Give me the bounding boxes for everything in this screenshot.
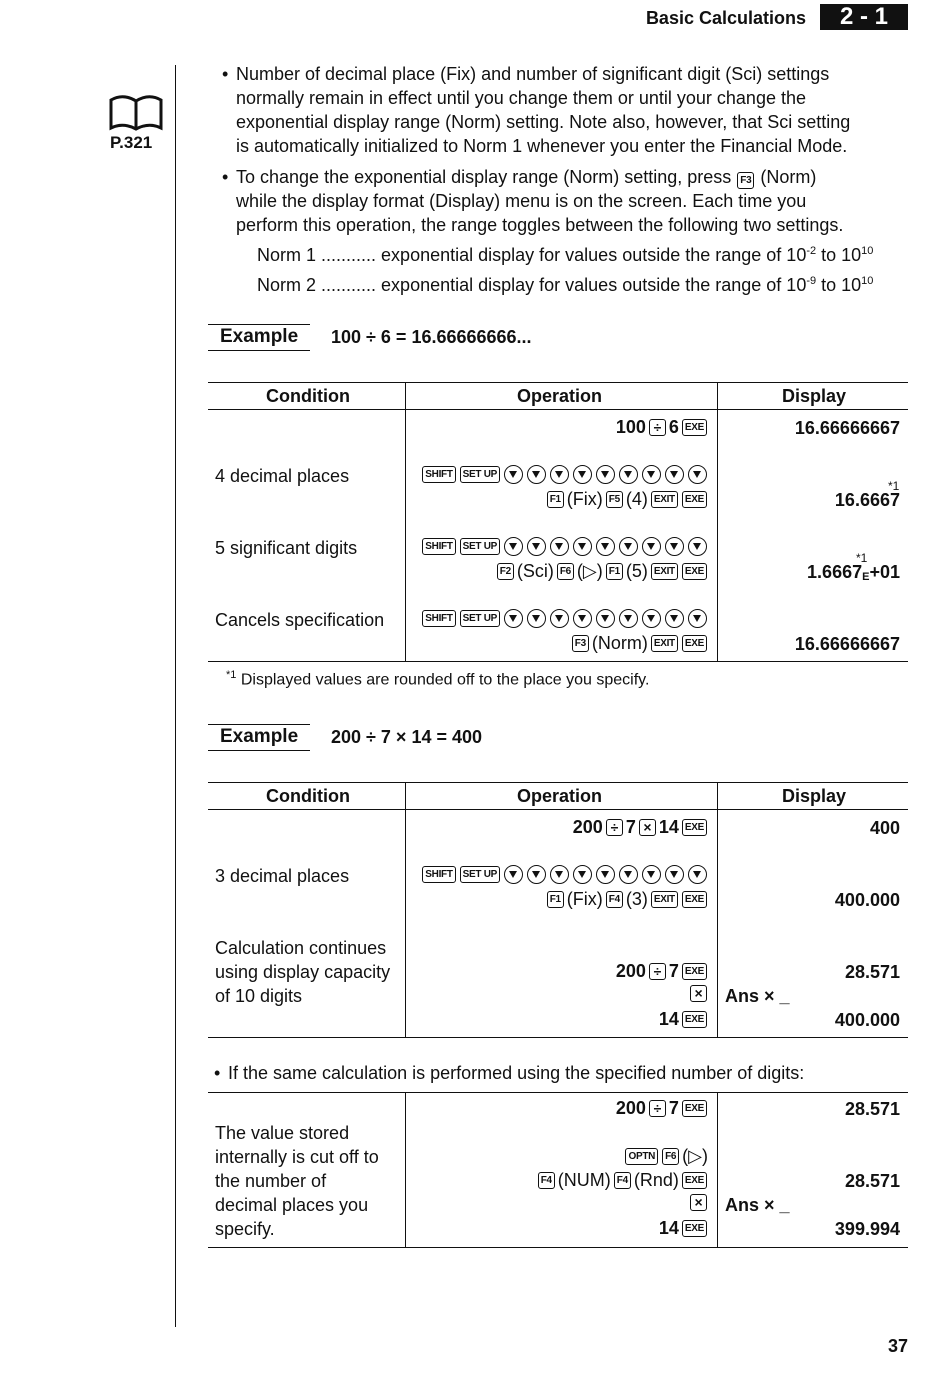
exe-key-icon: EXE bbox=[682, 963, 707, 980]
header-display: Display bbox=[782, 786, 847, 806]
shift-key-icon: SHIFT bbox=[422, 866, 455, 883]
bullet-line: normally remain in effect until you change them or until your change the bbox=[236, 88, 806, 108]
multiply-key-icon: × bbox=[690, 1194, 707, 1211]
column-rule bbox=[405, 382, 406, 661]
page-number: 37 bbox=[887, 1336, 908, 1356]
answer-prompt: Ans × _ bbox=[725, 1195, 790, 1215]
bullet-fix-sci: • Number of decimal place (Fix) and number of significant digit (Sci) settings normally remain in effect until you change them or until your change the exponential display range (Norm) setting. Note also, however, that Sci setting is automatically initialized to Norm 1 whenever you enter the Financial Mode. bbox=[222, 64, 851, 156]
cursor-down-icon bbox=[596, 465, 615, 484]
section-number-badge: 2 - 1 bbox=[820, 4, 908, 30]
table-rule bbox=[208, 1037, 908, 1038]
display-value: 28.571 bbox=[844, 1099, 900, 1119]
exit-key-icon: EXIT bbox=[651, 563, 678, 580]
cursor-down-icon bbox=[573, 465, 592, 484]
cursor-down-icon bbox=[596, 537, 615, 556]
f4-key-icon: F4 bbox=[538, 1172, 555, 1189]
f6-key-icon: F6 bbox=[662, 1148, 679, 1165]
condition-text: Calculation continues using display capacity of 10 digits bbox=[215, 938, 391, 1006]
exe-key-icon: EXE bbox=[682, 491, 707, 508]
exe-key-icon: EXE bbox=[682, 1100, 707, 1117]
exe-key-icon: EXE bbox=[682, 1172, 707, 1189]
cursor-down-icon bbox=[619, 465, 638, 484]
cursor-down-icon bbox=[527, 537, 546, 556]
operation-keys bbox=[421, 465, 708, 484]
cursor-down-icon bbox=[688, 537, 707, 556]
exit-key-icon: EXIT bbox=[651, 635, 678, 652]
answer-prompt: Ans × _ bbox=[725, 986, 790, 1006]
column-rule bbox=[717, 782, 718, 1037]
display-value: 16.66666667 bbox=[794, 634, 900, 654]
display-value: 400 bbox=[869, 818, 900, 838]
operation-keys: 200 ÷ 7 EXE bbox=[616, 961, 708, 982]
f4-key-icon: F4 bbox=[606, 891, 623, 908]
condition-text: The value stored internally is cut off to the number of decimal places you specify. bbox=[215, 1123, 379, 1239]
cursor-down-icon bbox=[550, 865, 569, 884]
display-value: 28.571 bbox=[844, 1171, 900, 1191]
shift-key-icon: SHIFT bbox=[422, 538, 455, 555]
example-rule-top bbox=[208, 324, 310, 325]
setup-key-icon: SET UP bbox=[460, 610, 500, 627]
cursor-down-icon bbox=[688, 465, 707, 484]
display-value: 400.000 bbox=[834, 1010, 900, 1030]
operation-keys: F4 (NUM) F4 (Rnd) EXE bbox=[537, 1170, 708, 1191]
table-rule bbox=[208, 661, 908, 662]
cursor-down-icon bbox=[596, 865, 615, 884]
cursor-down-icon bbox=[573, 865, 592, 884]
cursor-down-icon bbox=[642, 609, 661, 628]
f1-key-icon: F1 bbox=[547, 891, 564, 908]
operation-keys: 14 EXE bbox=[659, 1009, 708, 1030]
operation-keys: F1 (Fix) F4 (3) EXIT EXE bbox=[546, 889, 708, 910]
example-rule-top bbox=[208, 724, 310, 725]
display-value: 28.571 bbox=[844, 962, 900, 982]
multiply-key-icon: × bbox=[639, 819, 656, 836]
cursor-down-icon bbox=[619, 865, 638, 884]
example-rule-bottom bbox=[208, 750, 310, 751]
cursor-down-icon bbox=[573, 609, 592, 628]
cursor-down-icon bbox=[527, 865, 546, 884]
example-equation: 200 ÷ 7 × 14 = 400 bbox=[331, 727, 483, 747]
divide-key-icon: ÷ bbox=[649, 963, 666, 980]
cursor-down-icon bbox=[619, 537, 638, 556]
cursor-down-icon bbox=[619, 609, 638, 628]
operation-keys: F3 (Norm) EXIT EXE bbox=[571, 633, 708, 654]
norm1-row: Norm 1 ........... exponential display for values outside the range of $10^{-2}$ to $10^{10}$ bbox=[257, 245, 874, 265]
display-value: 16.6667 bbox=[834, 490, 900, 510]
setup-key-icon: SET UP bbox=[460, 538, 500, 555]
example-label: Example bbox=[220, 726, 299, 747]
bullet-line: perform this operation, the range toggles between the following two settings. bbox=[236, 215, 844, 235]
display-value: 400.000 bbox=[834, 890, 900, 910]
exe-key-icon: EXE bbox=[682, 635, 707, 652]
display-value: 399.994 bbox=[834, 1219, 900, 1239]
operation-keys: 200 ÷ 7 × 14 EXE bbox=[573, 817, 708, 838]
cursor-down-icon bbox=[665, 465, 684, 484]
cursor-down-icon bbox=[642, 537, 661, 556]
cursor-down-icon bbox=[665, 865, 684, 884]
operation-keys bbox=[421, 537, 708, 556]
bullet-line: Number of decimal place (Fix) and number of significant digit (Sci) settings bbox=[236, 64, 830, 84]
cursor-down-icon bbox=[504, 609, 523, 628]
f3-key-icon: F3 bbox=[572, 635, 589, 652]
table-rule bbox=[208, 782, 908, 783]
condition-text: 4 decimal places bbox=[215, 466, 350, 486]
multiply-key-icon: × bbox=[690, 985, 707, 1002]
cursor-down-icon bbox=[504, 537, 523, 556]
divide-key-icon: ÷ bbox=[606, 819, 623, 836]
cursor-down-icon bbox=[504, 465, 523, 484]
shift-key-icon: SHIFT bbox=[422, 466, 455, 483]
optn-key-icon: OPTN bbox=[625, 1148, 658, 1165]
cursor-down-icon bbox=[688, 609, 707, 628]
cursor-down-icon bbox=[688, 865, 707, 884]
table-rule bbox=[208, 809, 908, 810]
header-condition: Condition bbox=[266, 786, 350, 806]
operation-keys bbox=[689, 985, 708, 1002]
f3-key-icon: F3 bbox=[737, 172, 754, 189]
f4-key-icon: F4 bbox=[614, 1172, 631, 1189]
operation-keys: OPTN F6 (▷) bbox=[624, 1146, 708, 1167]
cursor-down-icon bbox=[573, 537, 592, 556]
header-operation: Operation bbox=[517, 786, 603, 806]
display-value: 16.66666667 bbox=[794, 418, 900, 438]
exe-key-icon: EXE bbox=[682, 819, 707, 836]
column-rule bbox=[405, 1092, 406, 1247]
cursor-down-icon bbox=[527, 465, 546, 484]
cursor-down-icon bbox=[550, 537, 569, 556]
cursor-down-icon bbox=[527, 609, 546, 628]
example-rule-bottom bbox=[208, 350, 310, 351]
column-rule bbox=[405, 782, 406, 1037]
margin-rule bbox=[175, 65, 176, 1327]
exe-key-icon: EXE bbox=[682, 891, 707, 908]
bullet-specified-digits: • If the same calculation is performed using the specified number of digits: bbox=[214, 1063, 805, 1083]
cursor-down-icon bbox=[550, 609, 569, 628]
condition-text: 3 decimal places bbox=[215, 866, 350, 886]
divide-key-icon: ÷ bbox=[649, 1100, 666, 1117]
header-display: Display bbox=[782, 386, 847, 406]
bullet-line: exponential display range (Norm) setting. Note also, however, that Sci setting bbox=[236, 112, 851, 132]
exe-key-icon: EXE bbox=[682, 419, 707, 436]
table-rule bbox=[208, 382, 908, 383]
exit-key-icon: EXIT bbox=[651, 891, 678, 908]
page-reference: P.321 bbox=[110, 133, 153, 152]
operation-keys: F1 (Fix) F5 (4) EXIT EXE bbox=[546, 489, 708, 510]
header-condition: Condition bbox=[266, 386, 350, 406]
cursor-down-icon bbox=[642, 465, 661, 484]
section-title: Basic Calculations bbox=[645, 8, 806, 28]
operation-keys: 100 ÷ 6 EXE bbox=[616, 417, 708, 438]
f5-key-icon: F5 bbox=[606, 491, 623, 508]
table-rule bbox=[208, 409, 908, 410]
f1-key-icon: F1 bbox=[547, 491, 564, 508]
book-icon bbox=[108, 94, 164, 132]
footnote-mark: *1 bbox=[888, 479, 900, 493]
norm2-row: Norm 2 ........... exponential display for values outside the range of $10^{-9}$ to $10^{10}$ bbox=[257, 275, 874, 295]
cursor-down-icon bbox=[596, 609, 615, 628]
exit-key-icon: EXIT bbox=[651, 491, 678, 508]
operation-keys: F2 (Sci) F6 (▷) F1 (5) EXIT EXE bbox=[496, 561, 708, 582]
setup-key-icon: SET UP bbox=[460, 466, 500, 483]
example-label: Example bbox=[220, 326, 299, 347]
display-value: 1.6667E+01 bbox=[807, 562, 900, 583]
f6-key-icon: F6 bbox=[557, 563, 574, 580]
exe-key-icon: EXE bbox=[682, 563, 707, 580]
operation-keys bbox=[421, 609, 708, 628]
operation-keys: 14 EXE bbox=[659, 1218, 708, 1239]
cursor-down-icon bbox=[642, 865, 661, 884]
exe-key-icon: EXE bbox=[682, 1220, 707, 1237]
exe-key-icon: EXE bbox=[682, 1011, 707, 1028]
condition-text: Cancels specification bbox=[215, 610, 385, 630]
footnote: $^{*1}$ Displayed values are rounded off to the place you specify. bbox=[226, 669, 650, 689]
footnote-mark: *1 bbox=[856, 551, 868, 565]
table-rule bbox=[208, 1092, 908, 1093]
bullet-line: is automatically initialized to Norm 1 whenever you enter the Financial Mode. bbox=[236, 136, 848, 156]
operation-keys bbox=[421, 865, 708, 884]
table-rule bbox=[208, 1247, 908, 1248]
bullet-norm: • To change the exponential display range (Norm) setting, press F3 (Norm) while the display format (Display) menu is on the screen. Each time you perform this operation, the range toggles between the following two settings. bbox=[222, 167, 844, 235]
cursor-down-icon bbox=[504, 865, 523, 884]
condition-text: 5 significant digits bbox=[215, 538, 358, 558]
bullet-line: while the display format (Display) menu is on the screen. Each time you bbox=[236, 191, 807, 211]
operation-keys bbox=[689, 1194, 708, 1211]
column-rule bbox=[717, 1092, 718, 1247]
example-equation: 100 ÷ 6 = 16.66666666... bbox=[331, 327, 532, 347]
divide-key-icon: ÷ bbox=[649, 419, 666, 436]
cursor-down-icon bbox=[665, 537, 684, 556]
operation-keys: 200 ÷ 7 EXE bbox=[616, 1098, 708, 1119]
cursor-down-icon bbox=[665, 609, 684, 628]
setup-key-icon: SET UP bbox=[460, 866, 500, 883]
column-rule bbox=[717, 382, 718, 661]
bullet-line: To change the exponential display range (Norm) setting, press F3 (Norm) bbox=[236, 167, 817, 187]
shift-key-icon: SHIFT bbox=[422, 610, 455, 627]
cursor-down-icon bbox=[550, 465, 569, 484]
header-operation: Operation bbox=[517, 386, 603, 406]
f1-key-icon: F1 bbox=[606, 563, 623, 580]
f2-key-icon: F2 bbox=[497, 563, 514, 580]
